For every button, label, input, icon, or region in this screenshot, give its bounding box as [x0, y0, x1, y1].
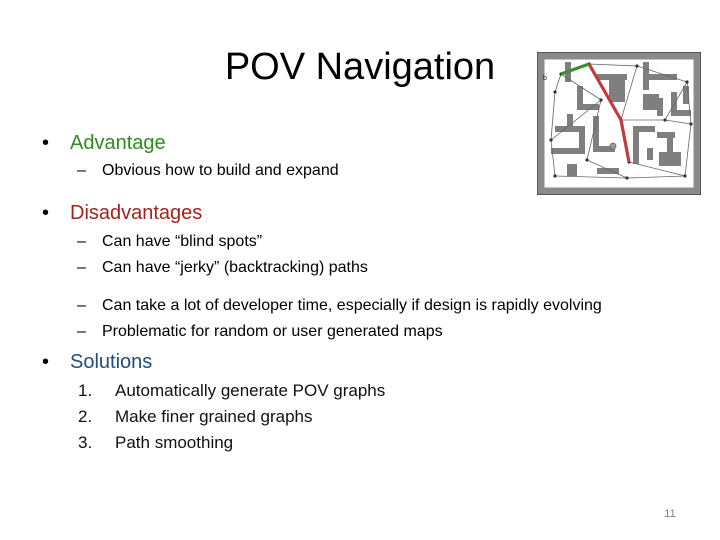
solutions-heading: [42, 349, 152, 375]
list-item: [78, 432, 233, 454]
dash-icon: –: [77, 233, 86, 250]
dash-icon: –: [77, 297, 86, 314]
advantage-item-text: Obvious how to build and expand: [102, 162, 339, 179]
solutions-heading-label: Solutions: [70, 351, 153, 373]
solution-number: 1.: [78, 381, 93, 400]
list-item: [78, 380, 385, 402]
slide-title: POV Navigation: [224, 46, 496, 88]
advantage-heading: [42, 130, 166, 156]
pov-graph-maze-icon: [537, 52, 701, 195]
list-item: [77, 257, 368, 279]
dash-icon: –: [77, 323, 86, 340]
bullet-icon: •: [42, 351, 50, 373]
disadvantages-heading-label: Disadvantages: [70, 202, 203, 224]
solution-number: 2.: [78, 407, 93, 426]
list-item: [77, 160, 339, 182]
list-item: [77, 231, 262, 253]
bullet-icon: •: [42, 202, 50, 224]
list-item: [77, 295, 602, 317]
disadvantage-item-text: Can have “blind spots”: [102, 233, 263, 250]
disadvantage-item-text: Problematic for random or user generated maps: [102, 323, 443, 340]
advantage-heading-label: Advantage: [70, 132, 166, 154]
list-item: [77, 321, 443, 343]
list-item: [78, 406, 313, 428]
disadvantage-item-text: Can take a lot of developer time, especially if design is rapidly evolving: [102, 297, 602, 314]
solution-number: 3.: [78, 433, 93, 452]
dash-icon: –: [77, 162, 86, 179]
page-number: 11: [664, 508, 676, 520]
bullet-icon: •: [42, 132, 50, 154]
dash-icon: –: [77, 259, 86, 276]
disadvantage-item-text: Can have “jerky” (backtracking) paths: [102, 259, 368, 276]
solution-text: Make finer grained graphs: [115, 407, 313, 426]
disadvantages-heading: [42, 200, 202, 226]
solution-text: Path smoothing: [115, 433, 234, 452]
figure-label: b: [543, 75, 547, 82]
solution-text: Automatically generate POV graphs: [115, 381, 386, 400]
